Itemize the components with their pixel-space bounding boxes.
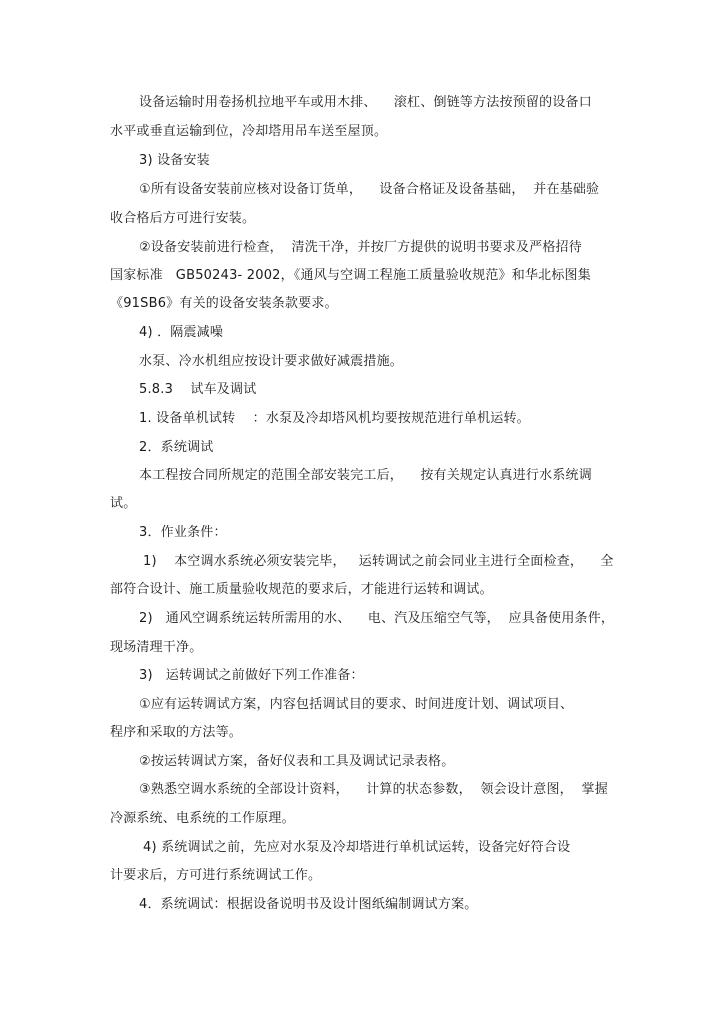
text-line: ②设备安装前进行检查， 清洗干净，并按厂方提供的说明书要求及严格招待: [139, 240, 582, 255]
text-line: 程序和采取的方法等。: [110, 725, 243, 740]
text-line: 4) ．隔震减噪: [139, 325, 224, 340]
text-line: 收合格后方可进行安装。: [110, 211, 256, 226]
text-line: 3．作业条件：: [139, 525, 227, 540]
text-line: 计要求后，方可进行系统调试工作。: [110, 868, 322, 883]
text-line: 水平或垂直运输到位，冷却塔用吊车送至屋顶。: [110, 124, 388, 139]
text-line: 本工程按合同所规定的范围全部安装完工后， 按有关规定认真进行水系统调: [139, 468, 592, 483]
text-line: 4．系统调试：根据设备说明书及设计图纸编制调试方案。: [139, 897, 478, 912]
text-line: 冷源系统、电系统的工作原理。: [110, 811, 295, 826]
text-line: 现场清理干净。: [110, 640, 203, 655]
text-line: 试。: [110, 496, 137, 511]
text-line: 1. 设备单机试转 ：水泵及冷却塔风机均要按规范进行单机运转。: [139, 411, 530, 426]
text-line: ①所有设备安装前应核对设备订货单， 设备合格证及设备基础， 并在基础验: [139, 182, 600, 197]
text-line: 水泵、冷水机组应按设计要求做好减震措施。: [139, 354, 404, 369]
text-line: 设备运输时用卷扬机拉地平车或用木排、 滚杠、倒链等方法按预留的设备口: [139, 95, 592, 110]
text-line: ②按运转调试方案，备好仪表和工具及调试记录表格。: [139, 754, 455, 769]
section-heading: 5.8.3 试车及调试: [139, 382, 257, 397]
text-line: ①应有运转调试方案，内容包括调试目的要求、时间进度计划、调试项目、: [139, 697, 574, 712]
text-line: 1) 本空调水系统必须安装完毕， 运转调试之前会同业主进行全面检查， 全: [143, 554, 614, 569]
text-line: 《91SB6》有关的设备安装条款要求。: [110, 296, 338, 311]
text-line: 3) 运转调试之前做好下列工作准备：: [139, 668, 364, 683]
text-line: 2) 通风空调系统运转所需用的水、 电、汽及压缩空气等， 应具备使用条件，: [139, 611, 615, 626]
text-line: 3) 设备安装: [139, 153, 210, 168]
text-line: 2．系统调试: [139, 440, 214, 455]
text-line: 4) 系统调试之前，先应对水泵及冷却塔进行单机试运转，设备完好符合设: [143, 840, 571, 855]
text-line: ③熟悉空调水系统的全部设计资料， 计算的状态参数， 领会设计意图， 掌握: [139, 782, 608, 797]
text-line: 国家标准 GB50243- 2002，《通风与空调工程施工质量验收规范》和华北标图集: [110, 268, 591, 283]
text-line: 部符合设计、施工质量验收规范的要求后，才能进行运转和调试。: [110, 582, 493, 597]
